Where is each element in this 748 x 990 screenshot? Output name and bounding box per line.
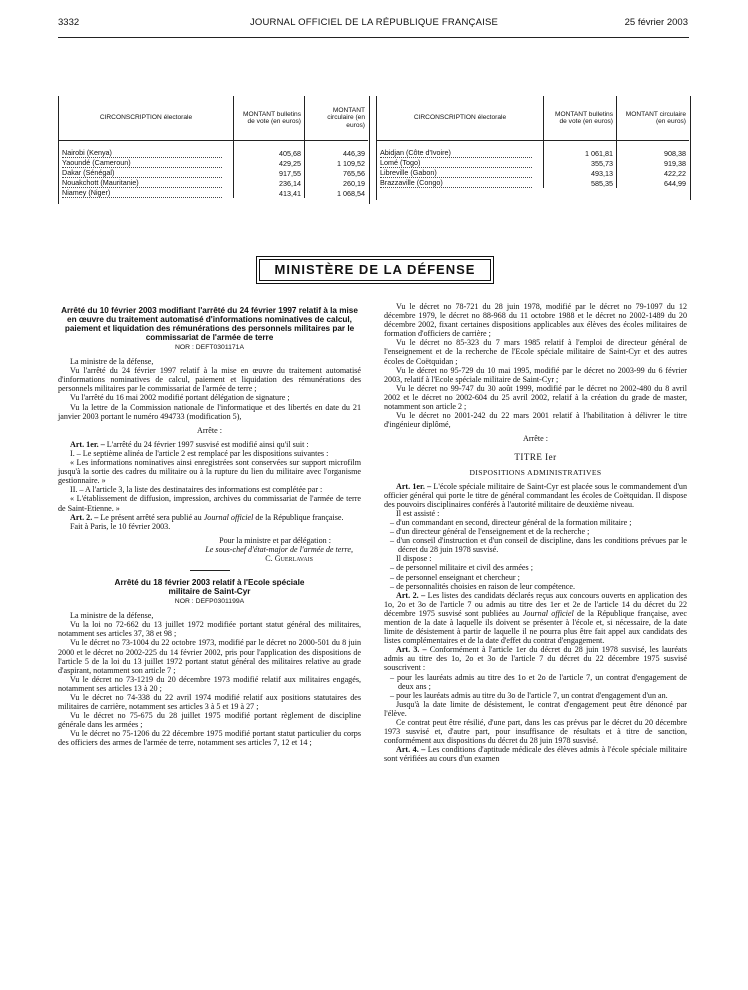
nor-reference: NOR : DEFP0301199A [174,598,245,606]
left-table [59,96,368,198]
list-item: – pour les lauréats admis au titre des 1o et 2o de l'article 7, un contrat d'engagement de deux ans ; [390,672,687,691]
signature-place-date: Fait à Paris, le 10 février 2003. [70,521,171,531]
article-1: Art. 1er. – L'arrêté du 24 février 1997 susvisé est modifié ainsi qu'il suit : [70,439,309,449]
table-row: Lomé (Togo) 355,73 919,38 [377,158,689,168]
list-item: – pour les lauréats admis au titre du 3o de l'article 7, un contrat d'engagement d'un an. [390,690,668,700]
paragraph: Jusqu'à la date limite de désistement, le contrat d'engagement peut être dénoncé par l'élève. [384,699,687,718]
table-row: Nouakchott (Mauritanie) 236,14 260,19 [59,178,368,188]
titre-heading: TITRE Ier [514,452,557,463]
table-row: Brazzaville (Congo) 585,35 644,99 [377,178,689,188]
paragraph: La ministre de la défense, [70,611,154,621]
right-column [384,302,687,764]
right-table [377,96,689,188]
paragraph: Vu la loi no 72-662 du 13 juillet 1972 modifiée portant statut général des militaires, notamment ses articles 37, 38 et 98 ; [58,620,361,639]
table-row: Libreville (Gabon) 493,13 422,22 [377,168,689,178]
decree-title: Arrêté du 18 février 2003 relatif à l'Ecole spéciale militaire de Saint-Cyr [114,578,305,597]
arrete-label: Arrête : [197,425,222,435]
list-item: – d'un directeur général de l'enseignement et de la recherche ; [390,527,590,537]
paragraph: Vu le décret no 99-747 du 30 août 1999, modifié par le décret no 2002-480 du 8 avril 2002 et le décret no 2002-604 du 25 avril 2002, relatif à la création du grade de master, notamment son article 2 ; [384,383,687,412]
arrete-label: Arrête : [523,434,548,444]
paragraph: Vu le décret no 74-338 du 22 avril 1974 modifié relatif aux positions statutaires des militaires de carrière, notamment ses articles 3 à 5 et 19 à 27 ; [58,693,361,712]
journal-title: JOURNAL OFFICIEL DE LA RÉPUBLIQUE FRANÇAISE [249,17,499,28]
col-circonscription: CIRCONSCRIPTION électorale [59,96,234,141]
paragraph: Il dispose : [396,554,432,564]
table-row: Yaoundé (Cameroun) 429,25 1 109,52 [59,158,368,168]
decree-title: Arrêté du 10 février 2003 modifiant l'arrêté du 24 février 1997 relatif à la mise en œuvre du traitement automatisé d'informations nominatives de calcul, paiement et liquidation des rémunérations des personnels militaires par le commissariat de l'armée de terre [61,306,358,342]
paragraph: Vu l'arrêté du 24 février 1997 relatif à la mise en œuvre du traitement automatisé d'informations nominatives de calcul, paiement et liquidation des rémunérations des personnels militaires par le commissariat de l'armée de terre ; [58,366,361,394]
paragraph: Vu l'arrêté du 16 mai 2002 modifié portant délégation de signature ; [70,393,290,403]
signature-line: Pour la ministre et par délégation : [219,535,331,545]
col-circulaire: MONTANT circulaire (en euros) [617,96,690,141]
paragraph: Vu le décret no 73-1219 du 20 décembre 1973 modifié relatif aux militaires engagés, notamment ses articles 13 à 20 ; [58,674,361,693]
paragraph: Il est assisté : [396,508,440,518]
list-item: – de personnel militaire et civil des armées ; [390,563,533,573]
paragraph: Vu le décret no 95-729 du 10 mai 1995, modifié par le décret no 2003-99 du 6 février 2003, relatif à l'Ecole spéciale militaire de Saint-Cyr ; [384,365,687,384]
list-item: – de personnel enseignant et chercheur ; [390,572,520,582]
table-row: Nairobi (Kenya) 405,68 446,39 [59,141,368,159]
quote: « Les informations nominatives ainsi enregistrées sont conservées sur support microfilm jusqu'à la sortie des cadres du militaire ou à la rupture du lien du militaire avec l'organisme gestionnaire. » [58,458,361,486]
article-2: Art. 2. – Le présent arrêté sera publié au Journal officiel de la République française. [70,512,344,522]
paragraph: I. – Le septième alinéa de l'article 2 est remplacé par les dispositions suivantes : [70,448,329,458]
article-2: Art. 2. – Les listes des candidats déclarés reçus aux concours ouverts en application des 1o, 2o et 3o de l'article 7 ou admis au titre des 1er et 2e de l'article 14 du décret du 22 décembre 1975 susvisé sont publiées au Journal officiel de la République française, avec mention de la date à laquelle ils doivent se présenter à l'école et, si nécessaire, de la date limite de désistement à partir de laquelle il ne pourra plus être fait appel aux candidats des listes complémentaires et de la date d'effet du contrat d'engagement. [384,590,687,646]
list-item: – d'un conseil d'instruction et d'un conseil de discipline, dans les conditions prévues par le décret du 28 juin 1978 susvisé. [390,536,687,555]
left-column [58,306,361,748]
col-circonscription: CIRCONSCRIPTION électorale [377,96,544,141]
list-item: – de personnalités choisies en raison de leur compétence. [390,581,575,591]
page-number: 3332 [58,17,80,28]
paragraph: Vu le décret no 85-323 du 7 mars 1985 relatif à l'emploi de directeur général de l'enseignement et de la recherche de l'Ecole spéciale militaire de Saint-Cyr et des autres écoles de Coëtquidan ; [384,338,687,366]
list-item: – d'un commandant en second, directeur général de la formation militaire ; [390,517,632,527]
separator [190,570,230,571]
paragraph: Vu le décret no 78-721 du 28 juin 1978, modifié par le décret no 79-1097 du 12 décembre 1979, le décret no 88-968 du 11 octobre 1988 et le décret no 2002-1489 du 20 décembre 2002, fixant certaines dispositions applicables aux élèves des écoles militaires de formation d'officiers de carrière ; [384,302,687,339]
paragraph: Vu la lettre de la Commission nationale de l'informatique et des libertés en date du 21 janvier 2003 portant le numéro 494733 (modification 5), [58,402,361,421]
paragraph: Vu le décret no 75-675 du 28 juillet 1975 modifié portant règlement de discipline générale dans les armées ; [58,711,361,730]
table-row: Abidjan (Côte d'Ivoire) 1 061,81 908,38 [377,141,689,159]
section-heading: DISPOSITIONS ADMINISTRATIVES [469,467,602,477]
header-rule [58,37,689,38]
article-4: Art. 4. – Les conditions d'aptitude médicale des élèves admis à l'école spéciale militaire sont vérifiées au cours d'un examen [384,745,687,764]
table-row: Dakar (Sénégal) 917,55 765,56 [59,168,368,178]
issue-date: 25 février 2003 [624,17,688,28]
paragraph: Vu le décret no 75-1206 du 22 décembre 1975 modifié portant statut particulier du corps des officiers des armes de l'armée de terre, notamment ses articles 7, 12 et 14 ; [58,729,361,748]
paragraph: Vu le décret no 2001-242 du 22 mars 2001 relatif à l'habilitation à délivrer le titre d'ingénieur diplômé, [384,411,687,430]
table-row: Niamey (Niger) 413,41 1 068,54 [59,188,368,198]
quote: « L'établissement de diffusion, impression, archives du commissariat de l'armée de terre de Saint-Etienne. » [58,494,361,513]
paragraph: Vu le décret no 73-1004 du 22 octobre 1973, modifié par le décret no 2000-501 du 8 juin 2000 et le décret no 2002-225 du 14 février 2002, pris pour l'application des dispositions de l'article 5 de la loi du 13 juillet 1972 portant statut général des militaires relative au grade d'aspirant, notamment son article 7 ; [58,638,361,675]
signature-title: Le sous-chef d'état-major de l'armée de terre, [205,544,353,554]
article-1: Art. 1er. – L'école spéciale militaire de Saint-Cyr est placée sous le commandement d'un officier général qui porte le titre de général commandant les écoles de Coëtquidan. Il dispose des pouvoirs disciplinaires conférés à l'autorité militaire de deuxième niveau. [384,481,687,509]
col-circulaire: MONTANT circulaire (en euros) [305,96,369,141]
paragraph: Ce contrat peut être résilié, d'une part, dans les cas prévus par le décret du 20 décembre 1973 susvisé et, d'autre part, pour insuffisance de résultats et à titre de sanction, conformément aux dispositions du décret du 28 juin 1978 susvisé. [384,718,687,746]
col-bulletins: MONTANT bulletins de vote (en euros) [234,96,305,141]
nor-reference: NOR : DEFT0301171A [174,344,244,351]
article-3: Art. 3. – Conformément à l'article 1er du décret du 28 juin 1978 susvisé, les lauréats admis au titre des 1o, 2o et 3o de l'article 7 du décret du 22 décembre 1975 susvisé souscrivent : [384,645,687,673]
signatory: C. Guerlavais [265,553,313,563]
ministry-heading: MINISTÈRE DE LA DÉFENSE [256,256,494,284]
col-bulletins: MONTANT bulletins de vote (en euros) [544,96,617,141]
page-header [0,17,748,33]
paragraph: La ministre de la défense, [70,357,154,367]
paragraph: II. – A l'article 3, la liste des destinataires des informations est complétée par : [70,485,323,495]
